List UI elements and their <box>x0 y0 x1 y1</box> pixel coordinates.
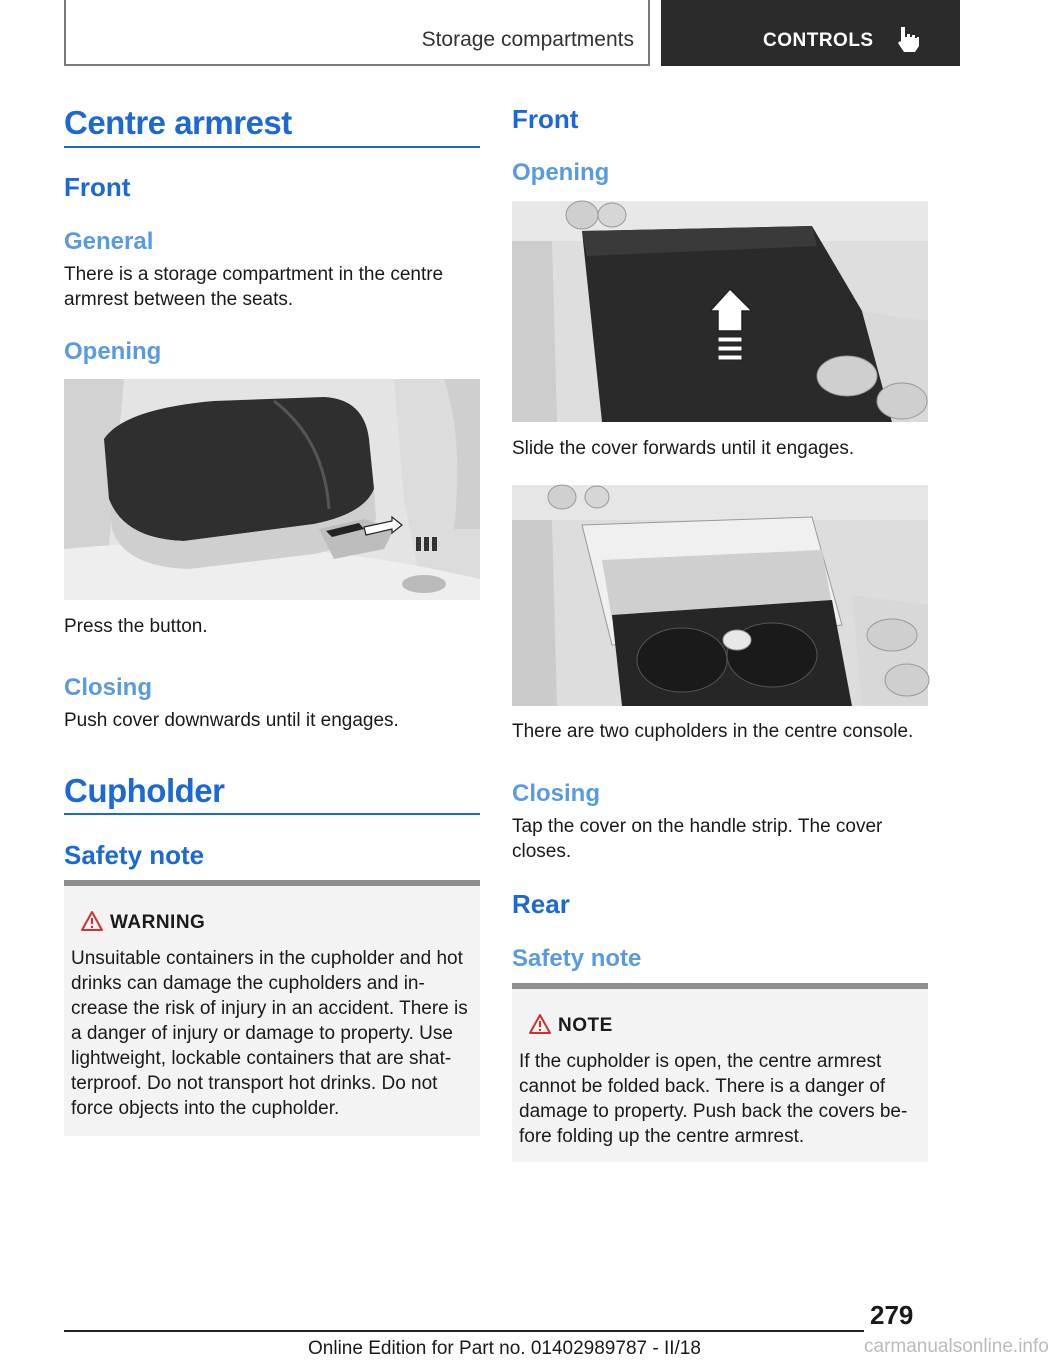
note-box <box>512 983 928 1162</box>
note-text: If the cupholder is open, the centre armrest cannot be folded back. There is a danger of damage to property. Push back the covers before folding up the centre armrest. <box>519 1051 908 1147</box>
warning-triangle-icon <box>80 910 104 932</box>
paragraph-general: There is a storage compartment in the centre armrest between the seats. <box>64 264 444 310</box>
header-section-tab <box>64 0 650 66</box>
heading-safety-note: Safety note <box>64 840 205 870</box>
heading-rear: Rear <box>512 889 570 919</box>
warning-box <box>64 880 480 1136</box>
paragraph-press-button: Press the button. <box>64 616 208 637</box>
footer-watermark: carmanualsonline.info <box>864 1336 1049 1357</box>
cover-slide-drawing <box>512 201 928 422</box>
footer-rule <box>64 1330 864 1332</box>
note-title: NOTE <box>558 1015 613 1036</box>
warning-triangle-icon <box>528 1013 552 1035</box>
paragraph-closing: Tap the cover on the handle strip. The cover closes. <box>512 816 883 862</box>
heading-opening: Opening <box>64 338 162 365</box>
cupholders-drawing <box>512 485 928 706</box>
heading-rule <box>64 146 480 148</box>
heading-general: General <box>64 228 154 255</box>
heading-centre-armrest: Centre armrest <box>64 104 292 141</box>
heading-rule <box>64 813 480 815</box>
armrest-drawing <box>64 379 480 600</box>
warning-text: Unsuitable containers in the cupholder and hot drinks can damage the cupholders and increase the risk of injury in an accident. There is a danger of injury or damage to property. Use lightweight, lockable containers that are shatterproof. Do not transport hot drinks. Do not force objects into the cupholder. <box>71 948 468 1119</box>
heading-front: Front <box>512 104 579 134</box>
heading-closing: Closing <box>512 780 600 807</box>
paragraph-two-cupholders: There are two cupholders in the centre console. <box>512 721 914 742</box>
header-section-title: Storage compartments <box>421 28 634 51</box>
armrest-illustration <box>64 379 480 600</box>
heading-closing: Closing <box>64 674 152 701</box>
heading-safety-note: Safety note <box>512 945 642 972</box>
cupholders-illustration <box>512 485 928 706</box>
warning-title: WARNING <box>110 912 206 933</box>
paragraph-closing: Push cover downwards until it engages. <box>64 710 399 731</box>
header-chapter-title: CONTROLS <box>763 30 874 51</box>
page-number: 279 <box>870 1300 914 1330</box>
cover-slide-illustration <box>512 201 928 422</box>
heading-front: Front <box>64 172 131 202</box>
paragraph-slide-cover: Slide the cover forwards until it engages. <box>512 438 855 459</box>
header-chapter-tab <box>661 0 960 66</box>
pointing-hand-icon <box>895 24 921 54</box>
heading-cupholder: Cupholder <box>64 772 225 809</box>
footer-edition: Online Edition for Part no. 01402989787 - II/18 <box>308 1338 701 1359</box>
heading-opening: Opening <box>512 159 610 186</box>
